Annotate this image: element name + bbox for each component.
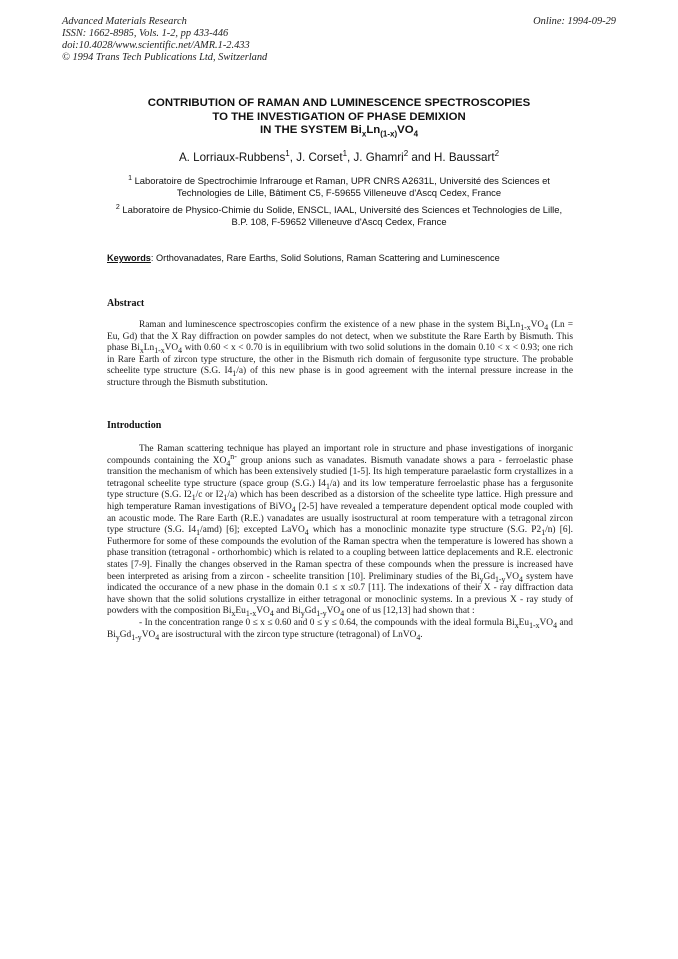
abstract-heading: Abstract (107, 298, 145, 309)
journal-header (62, 16, 267, 64)
title-line-3: IN THE SYSTEM $Bi_xLn_{(1-x)}VO_4$ (259, 124, 419, 139)
author-list: A. Lorriaux-Rubbens$^1$, J. Corset$^1$, J. Ghamri$^2$ and H. Baussart$^2$ (178, 149, 500, 164)
title-line-2: TO THE INVESTIGATION OF PHASE DEMIXION (212, 110, 466, 123)
abstract-body: Raman and luminescence spectroscopies confirm the existence of a new phase in the system $Bi_xLn_{1-x}VO_4$ (Ln = Eu, Gd) that the X Ray diffraction on powder samples do not detect, when we substitute the Rare Earth by Bismuth. This phase $Bi_xLn_{1-x}VO_4$ with 0.60 < x < 0.70 is in equilibrium with two solid solutions in the domain 0.10 < x < 0.93; one rich in Rare Earth of zircon type structure, the other in the Bismuth rich domain of fergusonite type structure. The probable scheelite type structure (S.G. $I4_1/a$) of this new phase is in good agreement with the internal pressure increase in the structure through the Bismuth substitution. (107, 320, 574, 388)
online-date: Online: 1994-09-29 (533, 16, 616, 27)
introduction-body (107, 444, 573, 641)
author-1: A. Lorriaux-Rubbens (178, 151, 286, 164)
paper-title (90, 97, 588, 138)
keywords (107, 253, 577, 263)
affiliation-2: $^2$ Laboratoire de Physico-Chimie du Solide, ENSCL, IAAL, Université des Sciences et Technologies de Lille, B.P. 108, F-59652 Villeneuve d'Ascq Cedex, France (115, 203, 563, 227)
author-3: J. Ghamri (353, 151, 404, 164)
keywords-label: Keywords (107, 253, 151, 263)
issn-line: ISSN: 1662-8985, Vols. 1-2, pp 433-446 (62, 28, 229, 39)
journal-name: Advanced Materials Research (62, 16, 187, 27)
author-4: H. Baussart (434, 151, 495, 164)
copyright-line: © 1994 Trans Tech Publications Ltd, Switzerland (62, 52, 268, 63)
intro-paragraph-1: The Raman scattering technique has played an important role in structure and phase investigations of inorganic compounds containing the $XO_4^{n-}$ group anions such as vanadates. Bismuth vanadate shows a para - ferroelastic phase transition the mechanism of which has been extensively studied [1-5]. Its high temperature paraelastic form crystallizes in a tetragonal scheelite type structure (space group (S.G.) $I4_1/a$) and its low temperature ferroelastic phase has a fergusonite type structure (S.G. $I2_1/c$ or $I2_1/a$) which has been described as a distorsion of the scheelite type lattice. High pressure and high temperature Raman investigations of BiVO$_4$ [2-5] have revealed a temperature dependent optical mode coupled with an acoustic mode. The Rare Earth (R.E.) vanadates are usually isostructural at room temperature with a tetragonal zircon type structure (S.G. $I4_1/amd$) [6]; excepted LaVO$_4$ which has a monoclinic monazite type structure (S.G. $P2_1/n$) [6]. Futhermore for some of these compounds the evolution of the Raman spectra when the temperature is lowered has shown a phase transition (tetragonal - orthorhombic) which is related to a coupling between lattice deplacements and R.E. electronic states [7-9]. Finally the changes observed in the Raman spectra of these compounds when the pressure is increased have been interpreted as arising from a zircon - scheelite transition [10]. Preliminary studies of the $Bi_yGd_{1-y}VO_4$ system have indicated the occurance of a new phase in the domain 0.1 ≤ x ≤0.7 [11]. The indexations of their X - ray diffraction data have shown that the solid solutions crystallize in either tetragonal or monoclinic systems. In a previous X - ray study of powders with the composition $Bi_xEu_{1-x}VO_4$ and $Bi_yGd_{1-y}VO_4$ one of us [12,13] had shown that : (107, 444, 573, 619)
title-line-1: CONTRIBUTION OF RAMAN AND LUMINESCENCE SPECTROSCOPIES (147, 97, 531, 109)
affiliation-1: $^1$ Laboratoire de Spectrochimie Infrarouge et Raman, UPR CNRS A2631L, Université des Sciences et Technologies de Lille, Bâtiment C5, F-59655 Villeneuve d'Ascq Cedex, France (128, 174, 550, 198)
keywords-text: : Orthovanadates, Rare Earths, Solid Solutions, Raman Scattering and Luminescence (150, 253, 500, 263)
introduction-heading: Introduction (107, 420, 162, 431)
intro-paragraph-2: - In the concentration range 0 ≤ x ≤ 0.60 and 0 ≤ y ≤ 0.64, the compounds with the ideal formula $Bi_xEu_{1-x}VO_4$ and $Bi_yGd_{1-y}VO_4$ are isostructural with the zircon type structure (tetragonal) of LnVO$_4$. (107, 617, 573, 642)
doi-link[interactable]: doi:10.4028/www.scientific.net/AMR.1-2.433 (62, 40, 250, 51)
author-2: J. Corset (296, 151, 343, 164)
